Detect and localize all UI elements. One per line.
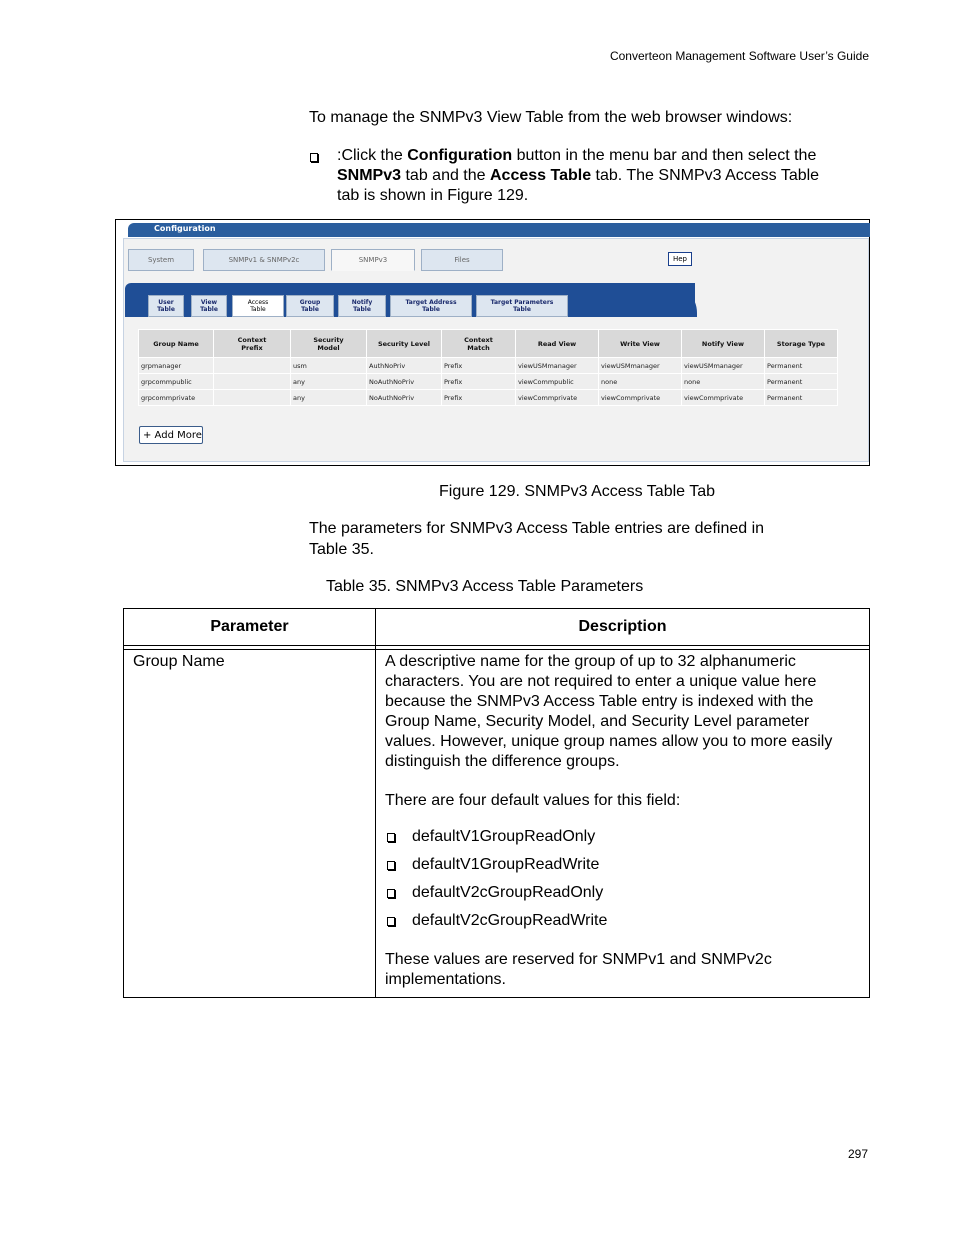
header-rule bbox=[123, 645, 870, 646]
bullet-icon bbox=[310, 153, 318, 162]
subtab-user-table[interactable]: User Table bbox=[148, 295, 184, 317]
table-cell: grpmanager bbox=[139, 358, 214, 374]
table-cell: NoAuthNoPriv bbox=[367, 390, 442, 406]
table-cell: viewUSMmanager bbox=[682, 358, 765, 374]
table-cell: viewUSMmanager bbox=[516, 358, 599, 374]
table-cell: any bbox=[291, 374, 367, 390]
column-header: Context Match bbox=[442, 330, 516, 358]
table-cell: Prefix bbox=[442, 358, 516, 374]
tab-files[interactable]: Files bbox=[421, 249, 503, 271]
subtab-notify-table[interactable]: Notify Table bbox=[338, 295, 386, 317]
figure-screenshot bbox=[115, 219, 870, 466]
running-header: Converteon Management Software User’s Guide bbox=[609, 49, 869, 63]
parameter-name: Group Name bbox=[133, 653, 225, 670]
step-line-2: SNMPv3 tab and the Access Table tab. The SNMPv3 Access Table bbox=[337, 167, 820, 184]
table-cell: Permanent bbox=[765, 390, 838, 406]
table-cell bbox=[214, 390, 291, 406]
step-line-1: :Click the Configuration button in the menu bar and then select the bbox=[337, 147, 817, 164]
column-header: Write View bbox=[599, 330, 682, 358]
subtab-access-table[interactable]: Access Table bbox=[232, 295, 284, 317]
column-header: Security Model bbox=[291, 330, 367, 358]
description-text: A descriptive name for the group of up to 32 alphanumeric characters. You are not required to enter a unique value here because the SNMPv3 Access Table entry is indexed with the Group Name, Security Model, and Security Level parameter values. However, unique group names allow you to more easily distinguish the difference groups. bbox=[385, 653, 833, 770]
access-table-grid bbox=[138, 329, 838, 406]
help-button[interactable]: Hep bbox=[668, 252, 692, 266]
configuration-title-bar: Configuration bbox=[128, 223, 870, 237]
column-header: Context Prefix bbox=[214, 330, 291, 358]
bullet-icon bbox=[387, 889, 395, 898]
table-cell bbox=[214, 374, 291, 390]
bullet-icon bbox=[387, 833, 395, 842]
description-header: Description bbox=[578, 618, 667, 635]
column-header: Group Name bbox=[139, 330, 214, 358]
bullet-icon bbox=[387, 917, 395, 926]
subtab-view-table[interactable]: View Table bbox=[191, 295, 227, 317]
table-caption: Table 35. SNMPv3 Access Table Parameters bbox=[326, 578, 644, 595]
intro-paragraph: To manage the SNMPv3 View Table from the web browser windows: bbox=[309, 109, 793, 126]
parameter-header: Parameter bbox=[210, 618, 289, 635]
column-header: Read View bbox=[516, 330, 599, 358]
table-cell: viewCommprivate bbox=[516, 390, 599, 406]
table-row[interactable] bbox=[139, 358, 838, 374]
column-header: Notify View bbox=[682, 330, 765, 358]
table-row[interactable] bbox=[139, 374, 838, 390]
page-number: 297 bbox=[848, 1147, 869, 1161]
table-cell: Permanent bbox=[765, 374, 838, 390]
column-header: Security Level bbox=[367, 330, 442, 358]
tab-system[interactable]: System bbox=[128, 249, 194, 271]
table-cell: usm bbox=[291, 358, 367, 374]
table-cell: Permanent bbox=[765, 358, 838, 374]
table-cell: viewUSMmanager bbox=[599, 358, 682, 374]
parameter-table: Parameter Description Group Name A descriptive name for the group of up to 32 alphanumeric characters. You are not required to enter a unique value here because the SNMPv3 Access Table entry is indexed with the Group Name, Security Model, and Security Level parameter values. However, unique group names allow you to more easily distinguish the difference groups. There are four default values for this field: defaultV1GroupReadOnly defaultV1GroupReadWrite defaultV2cGroupReadOnly defaultV2cGroupReadWrite These values are reserved for SNMPv1 and SNMPv2c implementations. bbox=[123, 608, 870, 999]
column-header: Storage Type bbox=[765, 330, 838, 358]
tab-snmpv3[interactable]: SNMPv3 bbox=[331, 249, 415, 271]
table-cell: Prefix bbox=[442, 374, 516, 390]
step-line-3: tab is shown in Figure 129. bbox=[337, 187, 529, 204]
table-cell: none bbox=[682, 374, 765, 390]
table-cell: any bbox=[291, 390, 367, 406]
header-rule bbox=[123, 649, 870, 650]
table-cell: viewCommprivate bbox=[682, 390, 765, 406]
table-cell: grpcommprivate bbox=[139, 390, 214, 406]
table-cell: NoAuthNoPriv bbox=[367, 374, 442, 390]
subtab-target-address-table[interactable]: Target Address Table bbox=[390, 295, 472, 317]
defaults-intro: There are four default values for this field: bbox=[385, 792, 681, 809]
add-more-button[interactable]: + Add More bbox=[139, 426, 203, 444]
table-cell: none bbox=[599, 374, 682, 390]
subtab-group-table[interactable]: Group Table bbox=[286, 295, 334, 317]
table-cell: Prefix bbox=[442, 390, 516, 406]
table-cell: grpcommpublic bbox=[139, 374, 214, 390]
table-cell: AuthNoPriv bbox=[367, 358, 442, 374]
note-text: These values are reserved for SNMPv1 and SNMPv2c implementations. bbox=[385, 951, 772, 988]
bullet-icon bbox=[387, 861, 395, 870]
table-cell: viewCommprivate bbox=[599, 390, 682, 406]
tab-snmpv1-v2c[interactable]: SNMPv1 & SNMPv2c bbox=[203, 249, 325, 271]
subtab-target-parameters-table[interactable]: Target Parameters Table bbox=[476, 295, 568, 317]
table-cell: viewCommpublic bbox=[516, 374, 599, 390]
figure-caption: Figure 129. SNMPv3 Access Table Tab bbox=[439, 483, 715, 500]
params-intro-line-1: The parameters for SNMPv3 Access Table entries are defined in bbox=[309, 520, 765, 537]
table-cell bbox=[214, 358, 291, 374]
table-row[interactable] bbox=[139, 390, 838, 406]
params-intro-line-2: Table 35. bbox=[309, 541, 374, 558]
